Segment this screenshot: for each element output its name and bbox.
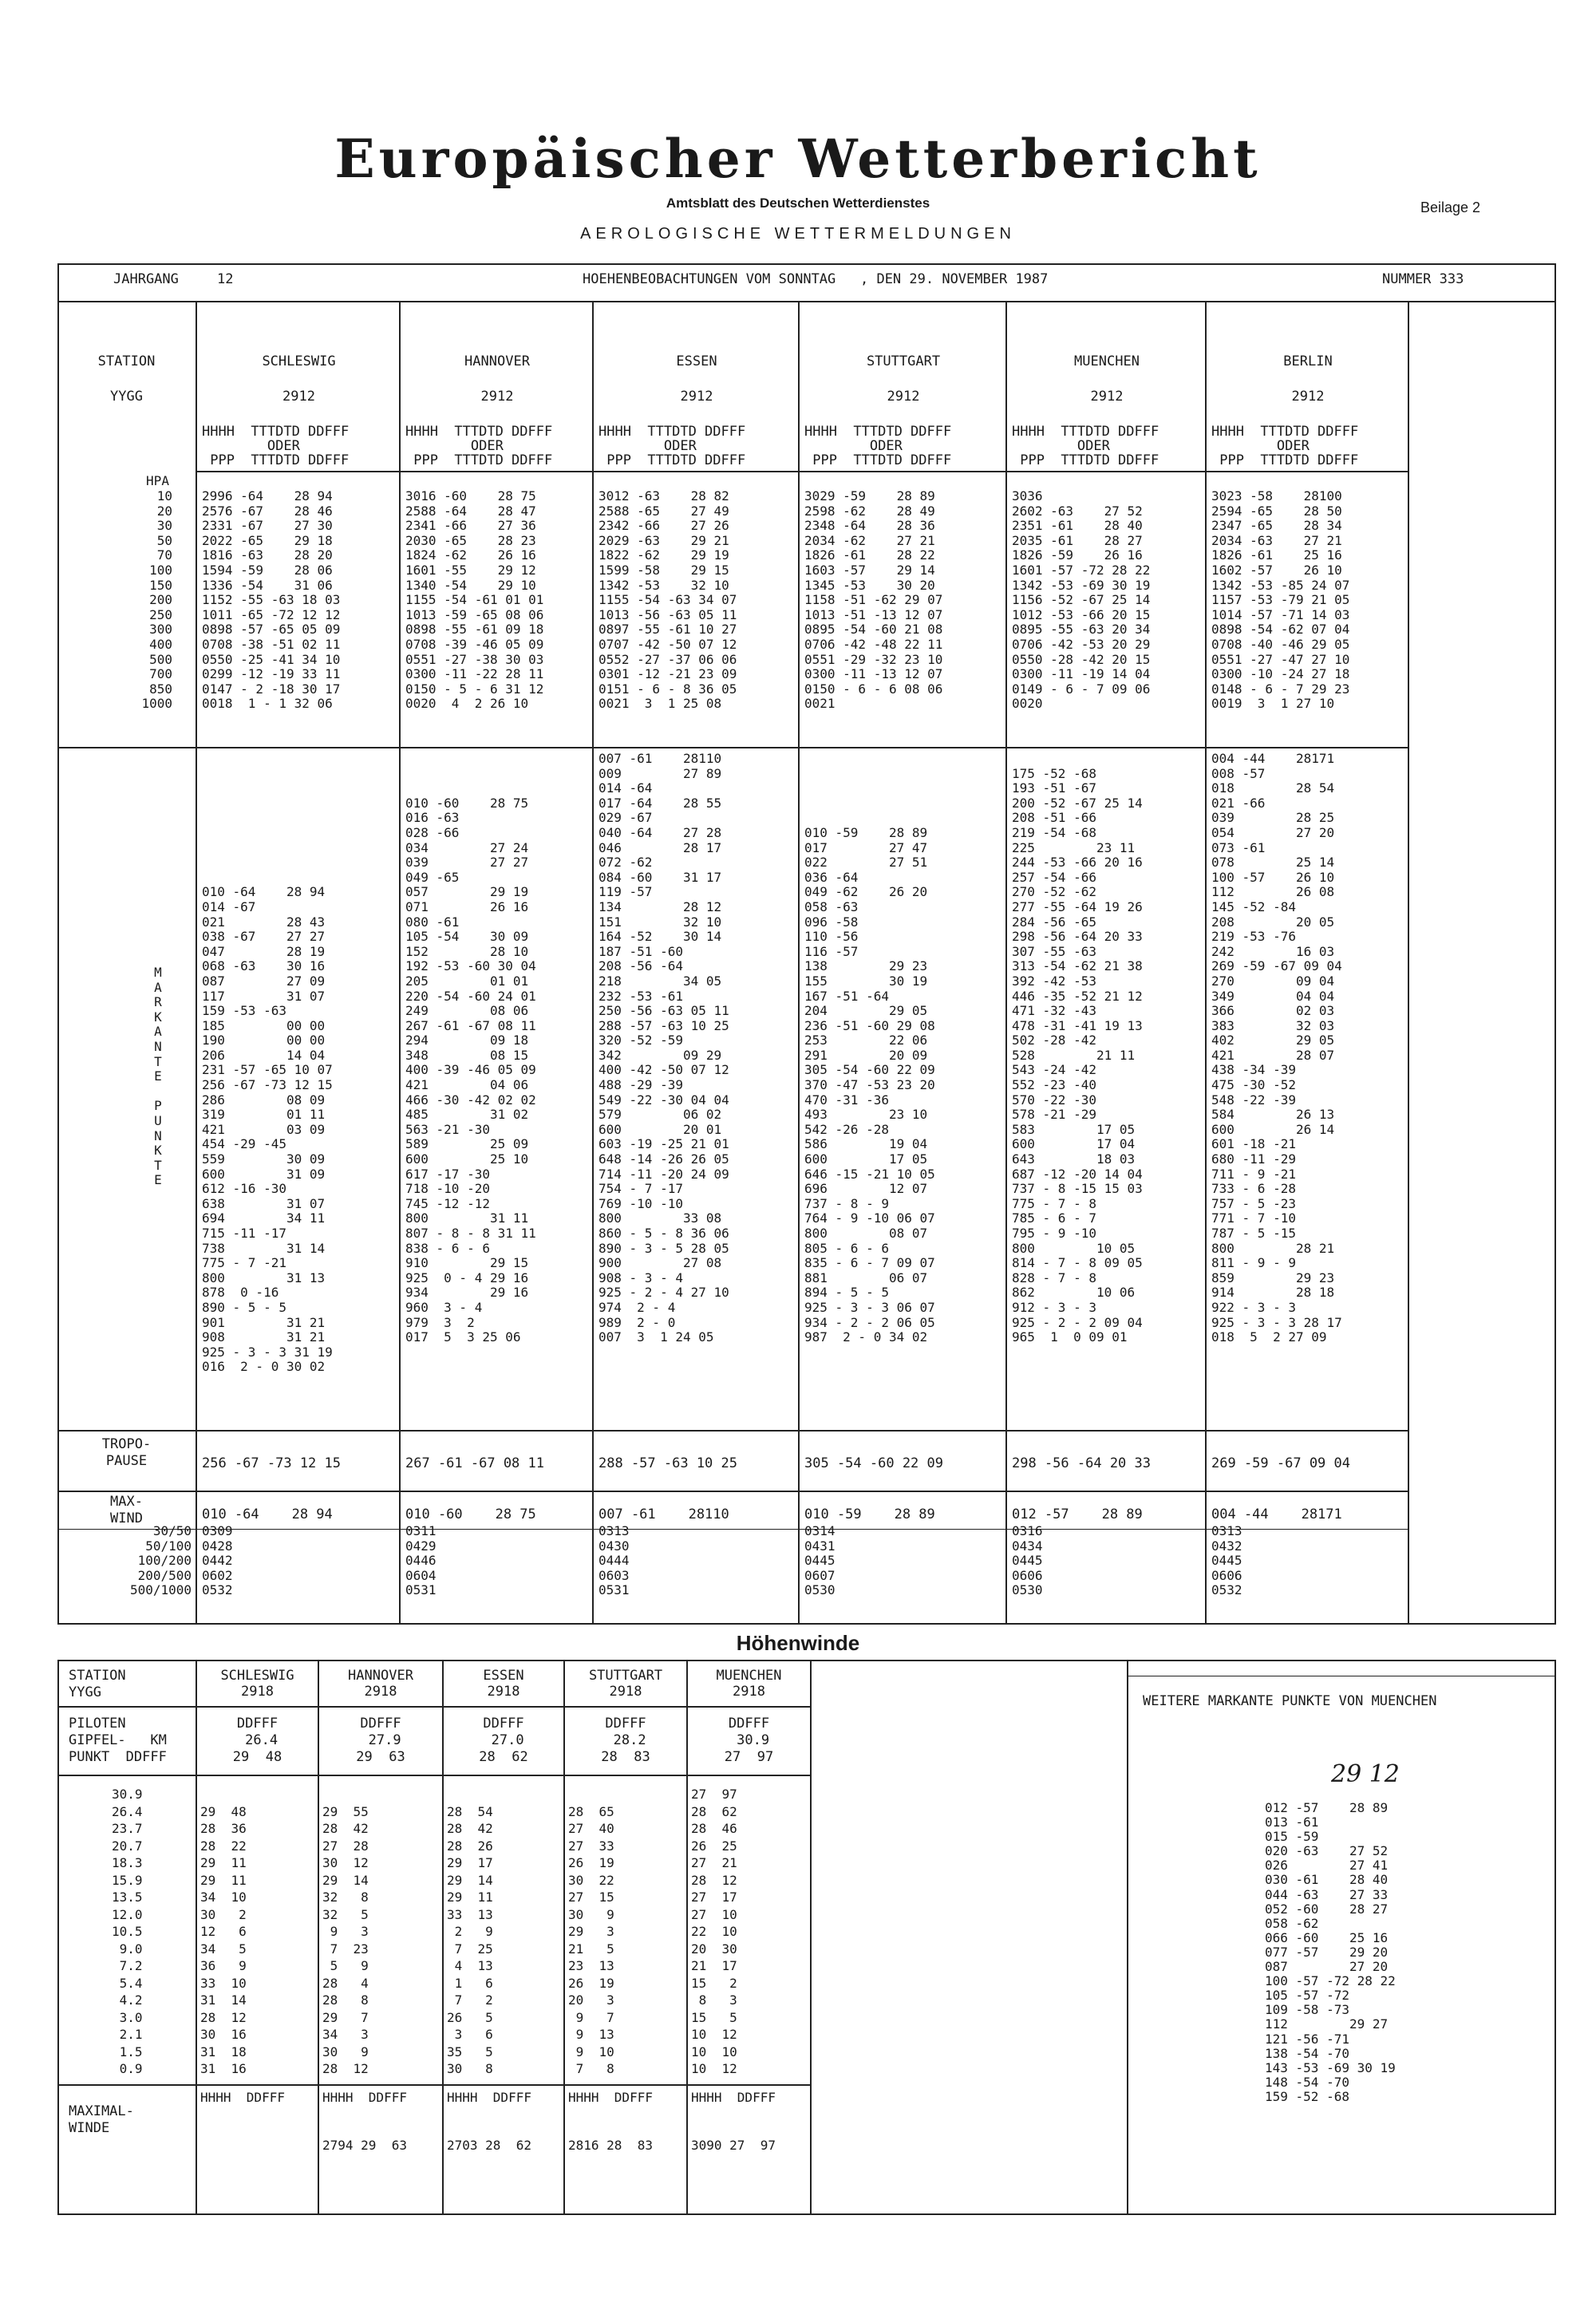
std-end-rule [57, 747, 1408, 748]
station-label: STATION [97, 353, 156, 369]
maximal-label: MAXIMAL- WINDE [69, 2103, 134, 2136]
gipfel-values: DDFFF 28.2 28 83 [601, 1716, 650, 1765]
station-yygg: 2912 [1291, 389, 1325, 405]
station-name: BERLIN [1283, 353, 1333, 369]
gipfel-values: DDFFF 26.4 29 48 [232, 1716, 282, 1765]
markante-letter: U [154, 1112, 162, 1128]
wind-values: 29 48 28 36 28 22 29 11 29 11 34 10 30 2 12 6 34 5 36 9 33 10 31 14 28 12 30 16 31 18 31 16 [200, 1803, 247, 2076]
pressure-level: 500 [149, 651, 172, 667]
pressure-level: 30 [156, 518, 172, 534]
maxwind-values: 012 -57 28 89 [1012, 1507, 1143, 1522]
markante-punkte-label [150, 966, 166, 1188]
page-subtitle: Amtsblatt des Deutschen Wetterdienstes [666, 195, 930, 211]
hpa-label: HPA [146, 473, 169, 488]
tropopause-values: 269 -59 -67 09 04 [1211, 1455, 1350, 1471]
pressure-level: 300 [149, 622, 172, 638]
pressure-level: 850 [149, 681, 172, 697]
page-title: Europäischer Wetterbericht [334, 128, 1262, 190]
station-name: ESSEN [676, 353, 717, 369]
markante-letter: A [154, 979, 162, 995]
markante-letter: E [154, 1068, 162, 1084]
standard-levels: 3016 -60 28 75 2588 -64 28 47 2341 -66 27 36 2030 -65 28 23 1824 -62 26 16 1601 -55 29 12 1340 -54 29 10 1155 -54 -61 01 01 1013 -59 -65 08 06 0898 -55 -61 09 18 0708 -39 -46 05 09 0551 -27 -38 30 03 0300 -11 -22 28 11 0150 - 5 - 6 31 12 0020 4 2 26 10 [405, 488, 544, 712]
standard-levels: 3036 2602 -63 27 52 2351 -61 28 40 2035 -61 28 27 1826 -59 26 16 1601 -57 -72 28 22 1342 -53 -69 30 19 1156 -52 -67 25 14 1012 -53 -66 20 15 0895 -55 -63 20 34 0706 -42 -53 20 29 0550 -28 -42 20 15 0300 -11 -19 14 04 0149 - 6 - 7 09 06 0020 [1012, 488, 1151, 712]
observation-line: HOEHENBEOBACHTUNGEN VOM SONNTAG , DEN 29. NOVEMBER 1987 [583, 271, 1049, 287]
lower-gipfel-rule [57, 1775, 810, 1776]
markante-letter: N [154, 1038, 162, 1054]
col-sep-0 [196, 301, 197, 1625]
station-yygg: 2912 [1090, 389, 1124, 405]
station-name: SCHLESWIG [262, 353, 336, 369]
lower-station-yygg: 2918 [609, 1684, 642, 1700]
col-sep-1 [399, 301, 401, 1625]
lower-col-sep-2 [442, 1660, 444, 2215]
height-levels: 30.9 26.4 23.7 20.7 18.3 15.9 13.5 12.0 10.5 9.0 7.2 5.4 4.2 3.0 2.1 1.5 0.9 [112, 1787, 143, 2076]
pressure-levels [120, 489, 172, 712]
layer-values: 0311 0429 0446 0604 0531 [405, 1523, 437, 1598]
layer-label: 100/200 [137, 1553, 192, 1569]
significant-points: 004 -44 28171 008 -57 018 28 54 021 -66 039 28 25 054 27 20 073 -61 078 25 14 100 -57 26 10 112 26 08 145 -52 -84 208 20 05 219 -53 -76 242 16 03 269 -59 -67 09 04 270 09 04 349 04 04 366 02 03 383 32 03 402 29 05 421 28 07 438 -34 -39 475 -30 -52 548 -22 -39 584 26 13 600 26 14 601 -18 -21 680 -11 -29 711 - 9 -21 733 - 6 -28 757 - 5 -23 771 - 7 -10 787 - 5 -15 800 28 21 811 - 9 - 9 859 29 23 914 28 18 922 - 3 - 3 925 - 3 - 3 28 17 018 5 2 27 09 [1211, 751, 1342, 1345]
wind-values: 29 55 28 42 27 28 30 12 29 14 32 8 32 5 9 3 7 23 5 9 28 4 28 8 29 7 34 3 30 9 28 12 [322, 1803, 369, 2076]
markante-letter: M [154, 965, 162, 980]
col-sep-2 [592, 301, 594, 1625]
tropo-end-rule [57, 1491, 1408, 1492]
maxwinde-header: HHHH DDFFF [200, 2090, 285, 2105]
station-name: MUENCHEN [1074, 353, 1140, 369]
pressure-level: 200 [149, 592, 172, 608]
markante-letter: K [154, 1143, 162, 1159]
section-heading: AEROLOGISCHE WETTERMELDUNGEN [580, 225, 1016, 243]
maxwind-values: 010 -64 28 94 [202, 1507, 333, 1522]
col-sep-5 [1205, 301, 1207, 1625]
standard-levels: 3012 -63 28 82 2588 -65 27 49 2342 -66 27 26 2029 -63 29 21 1822 -62 29 19 1599 -58 29 15 1342 -53 32 10 1155 -54 -63 34 07 1013 -56 -63 05 11 0897 -55 -61 10 27 0707 -42 -50 07 12 0552 -27 -37 06 06 0301 -12 -21 23 09 0151 - 6 - 8 36 05 0021 3 1 25 08 [598, 488, 737, 712]
station-name: HANNOVER [464, 353, 530, 369]
pressure-level: 700 [149, 666, 172, 682]
markante-letter: T [154, 1157, 162, 1173]
layer-values: 0313 0430 0444 0603 0531 [598, 1523, 630, 1598]
lower-station-name: MUENCHEN [716, 1668, 782, 1684]
gipfel-values: DDFFF 27.9 29 63 [356, 1716, 405, 1765]
markante-letter: K [154, 1009, 162, 1025]
maxwinde-values: 2816 28 83 [568, 2138, 653, 2153]
wind-values: 28 54 28 42 28 26 29 17 29 14 29 11 33 13 2 9 7 25 4 13 1 6 7 2 26 5 3 6 35 5 30 8 [447, 1803, 493, 2076]
column-header: HHHH TTTDTD DDFFF ODER PPP TTTDTD DDFFF [1012, 424, 1159, 468]
column-header: HHHH TTTDTD DDFFF ODER PPP TTTDTD DDFFF [405, 424, 553, 468]
layer-labels [57, 1524, 192, 1598]
maxwinde-header: HHHH DDFFF [322, 2090, 407, 2105]
markante-letter: E [154, 1172, 162, 1188]
significant-points: 007 -61 28110 009 27 89 014 -64 017 -64 28 55 029 -67 040 -64 27 28 046 28 17 072 -62 084 -60 31 17 119 -57 134 28 12 151 32 10 164 -52 30 14 187 -51 -60 208 -56 -64 218 34 05 232 -53 -61 250 -56 -63 05 11 288 -57 -63 10 25 320 -52 -59 342 09 29 400 -42 -50 07 12 488 -29 -39 549 -22 -30 04 04 579 06 02 600 20 01 603 -19 -25 21 01 648 -14 -26 26 05 714 -11 -20 24 09 754 - 7 -17 769 -10 -10 800 33 08 860 - 5 - 8 36 06 890 - 3 - 5 28 05 900 27 08 908 - 3 - 4 925 - 2 - 4 27 10 974 2 - 4 989 2 - 0 007 3 1 24 05 [598, 751, 729, 1345]
layer-label: 30/50 [152, 1523, 192, 1538]
layer-label: 500/1000 [129, 1582, 192, 1598]
markante-letter: P [154, 1098, 162, 1114]
layer-values: 0316 0434 0445 0606 0530 [1012, 1523, 1043, 1598]
markante-letter: A [154, 1024, 162, 1040]
lower-values-rule [57, 2084, 810, 2086]
station-yygg: 2912 [282, 389, 315, 405]
column-header: HHHH TTTDTD DDFFF ODER PPP TTTDTD DDFFF [598, 424, 746, 468]
jahrgang-label: JAHRGANG [113, 271, 179, 287]
pressure-level: 150 [149, 577, 172, 593]
pressure-level: 400 [149, 636, 172, 652]
wind-values: 28 65 27 40 27 33 26 19 30 22 27 15 30 9 29 3 21 5 23 13 26 19 20 3 9 7 9 13 9 10 7 8 [568, 1803, 614, 2076]
pressure-level: 100 [149, 562, 172, 578]
column-header: HHHH TTTDTD DDFFF ODER PPP TTTDTD DDFFF [1211, 424, 1359, 468]
column-header: HHHH TTTDTD DDFFF ODER PPP TTTDTD DDFFF [202, 424, 350, 468]
nummer-label: NUMMER 333 [1382, 271, 1464, 287]
tropopause-values: 288 -57 -63 10 25 [598, 1455, 737, 1471]
significant-points: 010 -60 28 75 016 -63 028 -66 034 27 24 039 27 27 049 -65 057 29 19 071 26 16 080 -61 105 -54 30 09 152 28 10 192 -53 -60 30 04 205 01 01 220 -54 -60 24 01 249 08 06 267 -61 -67 08 11 294 09 18 348 08 15 400 -39 -46 05 09 421 04 06 466 -30 -42 02 02 485 31 02 563 -21 -30 589 25 09 600 25 10 617 -17 -30 718 -10 -20 745 -12 -12 800 31 11 807 - 8 - 8 31 11 838 - 6 - 6 910 29 15 925 0 - 4 29 16 934 29 16 960 3 - 4 979 3 2 017 5 3 25 06 [405, 795, 536, 1345]
maxwinde-header: HHHH DDFFF [691, 2090, 776, 2105]
lower-divider [1127, 1660, 1128, 2215]
significant-points: 175 -52 -68 193 -51 -67 200 -52 -67 25 14 208 -51 -66 219 -54 -68 225 23 11 244 -53 -66 20 16 257 -54 -66 270 -52 -62 277 -55 -64 19 26 284 -56 -65 298 -56 -64 20 33 307 -55 -63 313 -54 -62 21 38 392 -42 -53 446 -35 -52 21 12 471 -32 -43 478 -31 -41 19 13 502 -28 -42 528 21 11 543 -24 -42 552 -23 -40 570 -22 -30 578 -21 -29 583 17 05 600 17 04 643 18 03 687 -12 -20 14 04 737 - 8 -15 15 03 775 - 7 - 8 785 - 6 - 7 795 - 9 -10 800 10 05 814 - 7 - 8 09 05 828 - 7 - 8 862 10 06 912 - 3 - 3 925 - 2 - 2 09 04 965 1 0 09 01 [1012, 765, 1143, 1345]
lower-station-label: STATION YYGG [69, 1668, 126, 1700]
layer-values: 0309 0428 0442 0602 0532 [202, 1523, 233, 1598]
lower-station-yygg: 2918 [241, 1684, 274, 1700]
layer-values: 0314 0431 0445 0607 0530 [804, 1523, 836, 1598]
lower-station-name: ESSEN [483, 1668, 524, 1684]
hoehenwinde-title: Höhenwinde [736, 1631, 860, 1655]
lower-station-name: HANNOVER [348, 1668, 413, 1684]
pressure-level: 10 [156, 488, 172, 503]
pressure-level: 250 [149, 606, 172, 622]
gipfel-values: DDFFF 27.0 28 62 [479, 1716, 528, 1765]
gipfel-values: DDFFF 30.9 27 97 [724, 1716, 774, 1765]
standard-levels: 3023 -58 28100 2594 -65 28 50 2347 -65 28 34 2034 -63 27 21 1826 -61 25 16 1602 -57 26 10 1342 -53 -85 24 07 1157 -53 -79 21 05 1014 -57 -71 14 03 0898 -54 -62 07 04 0708 -40 -46 29 05 0551 -27 -47 27 10 0300 -10 -24 27 18 0148 - 6 - 7 29 23 0019 3 1 27 10 [1211, 488, 1350, 712]
station-yygg: 2912 [887, 389, 920, 405]
significant-points: 010 -59 28 89 017 27 47 022 27 51 036 -64 049 -62 26 20 058 -63 096 -58 110 -56 116 -57 138 29 23 155 30 19 167 -51 -64 204 29 05 236 -51 -60 29 08 253 22 06 291 20 09 305 -54 -60 22 09 370 -47 -53 23 20 470 -31 -36 493 23 10 542 -26 -28 586 19 04 600 17 05 646 -15 -21 10 05 696 12 07 737 - 8 - 9 764 - 9 -10 06 07 800 08 07 805 - 6 - 6 835 - 6 - 7 09 07 881 06 07 894 - 5 - 5 925 - 3 - 3 06 07 934 - 2 - 2 06 05 987 2 - 0 34 02 [804, 824, 935, 1345]
station-yygg: 2912 [680, 389, 713, 405]
column-header: HHHH TTTDTD DDFFF ODER PPP TTTDTD DDFFF [804, 424, 952, 468]
lower-col-sep-3 [563, 1660, 565, 2215]
wind-values: 27 97 28 62 28 46 26 25 27 21 28 12 27 17 27 10 22 10 20 30 21 17 15 2 8 3 15 5 10 12 10 10 10 12 [691, 1787, 737, 2076]
lower-col-sep-5 [810, 1660, 812, 2215]
standard-levels: 2996 -64 28 94 2576 -67 28 46 2331 -67 27 30 2022 -65 29 18 1816 -63 28 20 1594 -59 28 06 1336 -54 31 06 1152 -55 -63 18 03 1011 -65 -72 12 12 0898 -57 -65 05 09 0708 -38 -51 02 11 0550 -25 -41 34 10 0299 -12 -19 33 11 0147 - 2 -18 30 17 0018 1 - 1 32 06 [202, 488, 341, 712]
lower-station-name: SCHLESWIG [220, 1668, 294, 1684]
station-yygg: 2912 [480, 389, 514, 405]
maxwinde-header: HHHH DDFFF [447, 2090, 531, 2105]
markante-letter: N [154, 1127, 162, 1143]
markante-letter: R [154, 994, 162, 1010]
sig-end-rule [57, 1430, 1408, 1432]
header-rule [57, 301, 1556, 302]
tropopause-label: TROPO- PAUSE [101, 1436, 152, 1469]
col-sep-4 [1005, 301, 1007, 1625]
tropopause-values: 267 -61 -67 08 11 [405, 1455, 544, 1471]
maxwinde-values: 3090 27 97 [691, 2138, 776, 2153]
maxwind-values: 010 -59 28 89 [804, 1507, 935, 1522]
maxwinde-values: 2703 28 62 [447, 2138, 531, 2153]
layer-label: 50/100 [145, 1538, 192, 1554]
tropopause-values: 256 -67 -73 12 15 [202, 1455, 341, 1471]
standard-levels: 3029 -59 28 89 2598 -62 28 49 2348 -64 28 36 2034 -62 27 21 1826 -61 28 22 1603 -57 29 14 1345 -53 30 20 1158 -51 -62 29 07 1013 -51 -13 12 07 0895 -54 -60 21 08 0706 -42 -48 22 11 0551 -29 -32 23 10 0300 -11 -13 12 07 0150 - 6 - 6 08 06 0021 [804, 488, 943, 712]
lower-station-name: STUTTGART [588, 1668, 663, 1684]
tropopause-values: 298 -56 -64 20 33 [1012, 1455, 1151, 1471]
lower-head-rule [57, 1706, 810, 1708]
lower-station-yygg: 2918 [487, 1684, 520, 1700]
weitere-list: 012 -57 28 89 013 -61 015 -59 020 -63 27 52 026 27 41 030 -61 28 40 044 -63 27 33 052 -60 28 27 058 -62 066 -60 25 16 077 -57 29 20 087 27 20 100 -57 -72 28 22 105 -57 -72 109 -58 -73 112 29 27 121 -56 -71 138 -54 -70 143 -53 -69 30 19 148 -54 -70 159 -52 -68 [1265, 1800, 1396, 2104]
col-sep-3 [798, 301, 800, 1625]
maxwinde-header: HHHH DDFFF [568, 2090, 653, 2105]
markante-letter: T [154, 1053, 162, 1069]
maxwind-values: 004 -44 28171 [1211, 1507, 1342, 1522]
lower-col-sep-0 [196, 1660, 197, 2215]
markante-letter [150, 1084, 166, 1100]
station-name: STUTTGART [866, 353, 941, 369]
maxwind-label: MAX- WIND [110, 1494, 143, 1526]
jahrgang-value: 12 [217, 271, 234, 287]
lower-col-sep-4 [686, 1660, 688, 2215]
beilage-label: Beilage 2 [1420, 199, 1481, 215]
lower-station-yygg: 2918 [364, 1684, 397, 1700]
pressure-level: 70 [156, 547, 172, 563]
maxwinde-values: 2794 29 63 [322, 2138, 407, 2153]
maxwind-values: 007 -61 28110 [598, 1507, 729, 1522]
yygg-label: YYGG [110, 389, 143, 405]
lower-station-yygg: 2918 [733, 1684, 765, 1700]
pressure-level: 1000 [141, 696, 172, 712]
col-sep-6 [1408, 301, 1409, 1625]
weitere-title: WEITERE MARKANTE PUNKTE VON MUENCHEN [1143, 1693, 1437, 1709]
layer-label: 200/500 [137, 1567, 192, 1583]
tropopause-values: 305 -54 -60 22 09 [804, 1455, 943, 1471]
handwritten-date: 29 12 [1331, 1760, 1400, 1788]
piloten-label: PILOTEN GIPFEL- KM PUNKT DDFFF [69, 1716, 167, 1765]
maxwind-values: 010 -60 28 75 [405, 1507, 536, 1522]
pressure-level: 20 [156, 503, 172, 519]
significant-points: 010 -64 28 94 014 -67 021 28 43 038 -67 27 27 047 28 19 068 -63 30 16 087 27 09 117 31 07 159 -53 -63 185 00 00 190 00 00 206 14 04 231 -57 -65 10 07 256 -67 -73 12 15 286 08 09 319 01 11 421 03 09 454 -29 -45 559 30 09 600 31 09 612 -16 -30 638 31 07 694 34 11 715 -11 -17 738 31 14 775 - 7 -21 800 31 13 878 0 -16 890 - 5 - 5 901 31 21 908 31 21 925 - 3 - 3 31 19 016 2 - 0 30 02 [202, 884, 333, 1375]
layer-values: 0313 0432 0445 0606 0532 [1211, 1523, 1242, 1598]
colhead-rule [196, 471, 1408, 472]
lower-col-sep-1 [318, 1660, 319, 2215]
pressure-level: 50 [156, 532, 172, 548]
